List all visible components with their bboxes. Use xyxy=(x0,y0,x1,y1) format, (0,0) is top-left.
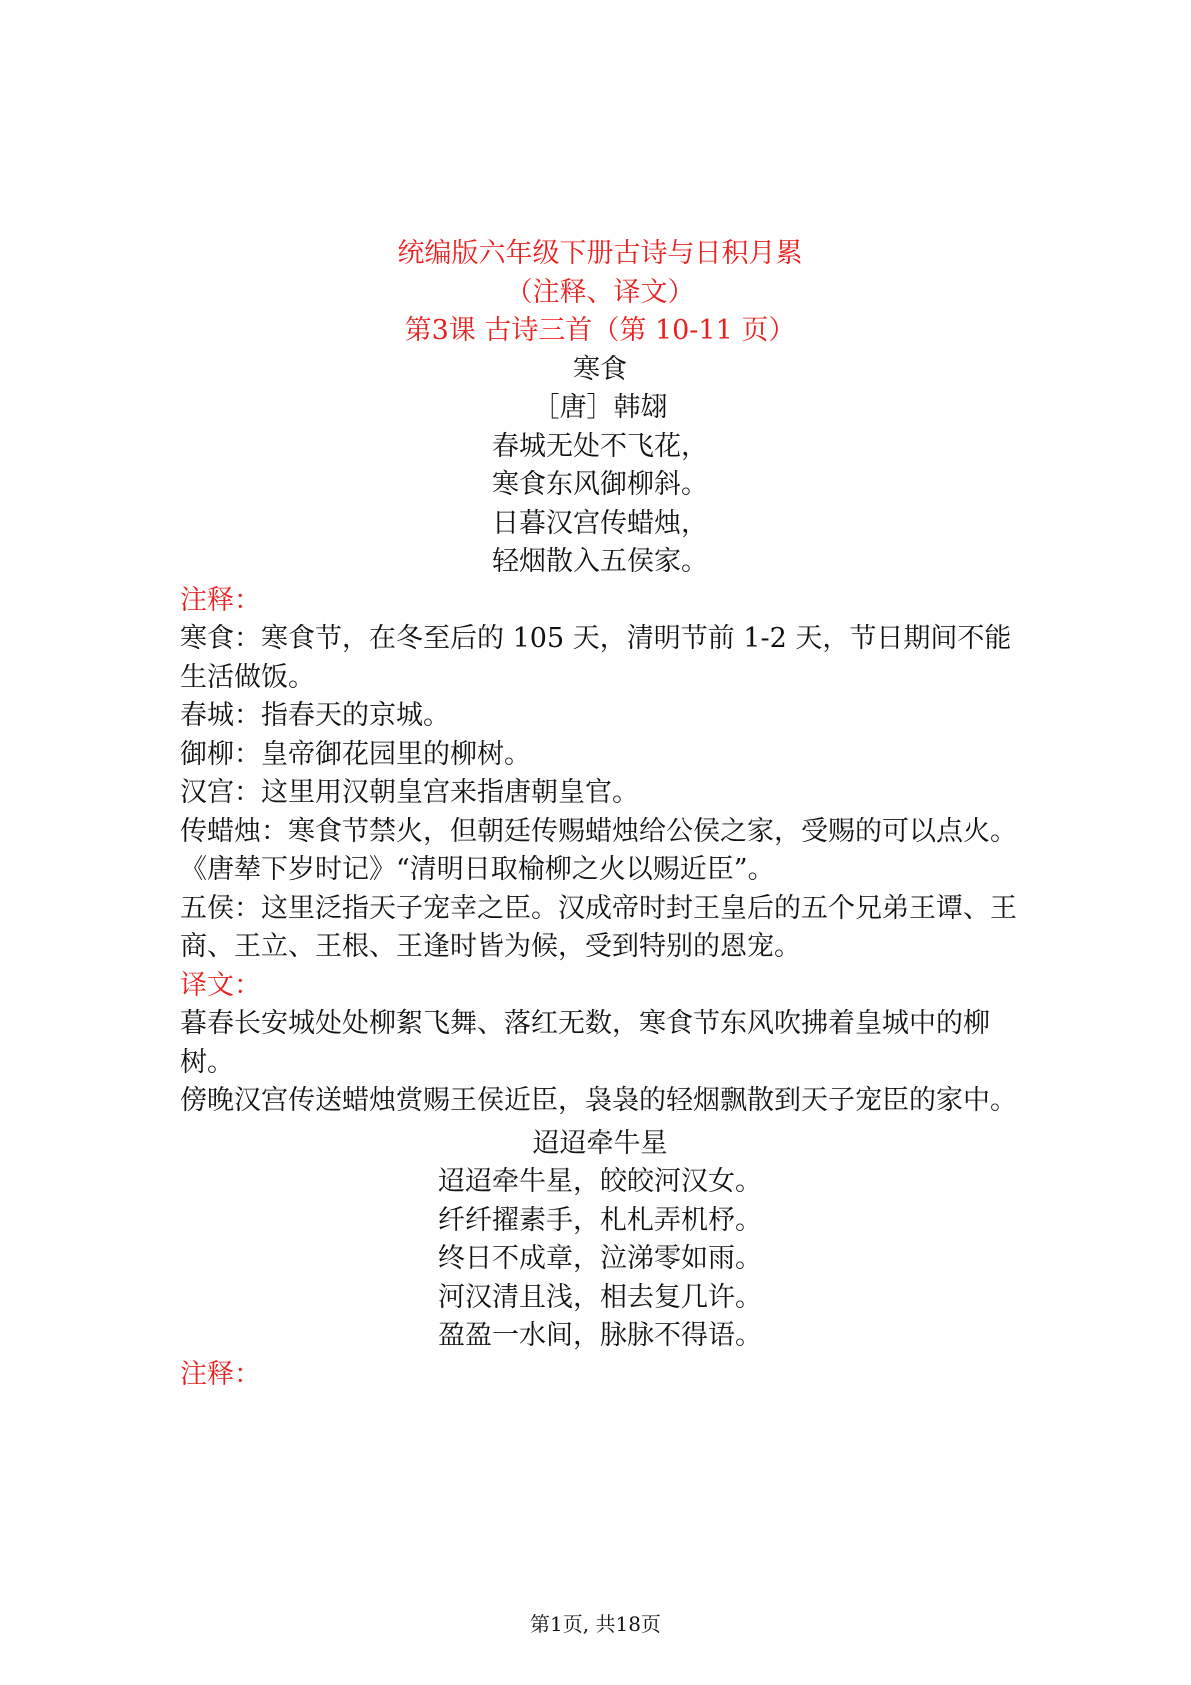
poem-line: 日暮汉宫传蜡烛， xyxy=(492,507,708,539)
translation-paragraph: 暮春长安城处处柳絮飞舞、落红无数，寒食节东风吹拂着皇城中的柳树。 xyxy=(180,1008,990,1078)
notes-heading: 注释： xyxy=(180,584,261,616)
note-item: 御柳：皇帝御花园里的柳树。 xyxy=(180,738,531,770)
note-item: 春城：指春天的京城。 xyxy=(180,700,450,731)
notes-heading: 注释： xyxy=(180,1358,261,1390)
poem-line: 轻烟散入五侯家。 xyxy=(492,546,708,577)
poem-author: ［唐］韩翃 xyxy=(532,392,668,423)
poem-line: 河汉清且浅，相去复几许。 xyxy=(438,1281,762,1313)
note-item: 五侯：这里泛指天子宠幸之臣。汉成帝时封王皇后的五个兄弟王谭、王商、王立、王根、王逢时皆为候，受到特别的恩宠。 xyxy=(180,892,1017,962)
lesson-heading: 第3课 古诗三首（第 10-11 页） xyxy=(404,315,796,346)
document-subtitle: （注释、译文） xyxy=(505,276,695,308)
translation-paragraph: 傍晚汉宫传送蜡烛赏赐王侯近臣，袅袅的轻烟飘散到天子宠臣的家中。 xyxy=(180,1085,1017,1116)
poem-line: 纤纤擢素手，札札弄机杼。 xyxy=(438,1204,762,1236)
note-item: 传蜡烛：寒食节禁火，但朝廷传赐蜡烛给公侯之家，受赐的可以点火。《唐辇下岁时记》“清明日取榆柳之火以赐近臣”。 xyxy=(180,815,1017,885)
poem-line: 寒食东风御柳斜。 xyxy=(492,469,708,500)
note-item: 汉宫：这里用汉朝皇宫来指唐朝皇官。 xyxy=(180,777,639,808)
page-content xyxy=(180,235,1020,1394)
note-item: 寒食：寒食节，在冬至后的 105 天，清明节前 1-2 天，节日期间不能生活做饭。 xyxy=(180,623,1012,693)
page-number: 第1页, 共18页 xyxy=(530,1612,661,1636)
poem-title: 寒食 xyxy=(573,353,627,385)
poem-title: 迢迢牵牛星 xyxy=(532,1127,668,1159)
poem-line: 春城无处不飞花， xyxy=(492,430,708,462)
translation-heading: 译文： xyxy=(180,969,261,1001)
poem-line: 终日不成章，泣涕零如雨。 xyxy=(438,1243,762,1274)
poem-line: 迢迢牵牛星，皎皎河汉女。 xyxy=(438,1166,762,1197)
poem-line: 盈盈一水间，脉脉不得语。 xyxy=(438,1320,762,1351)
document-title: 统编版六年级下册古诗与日积月累 xyxy=(397,238,803,269)
